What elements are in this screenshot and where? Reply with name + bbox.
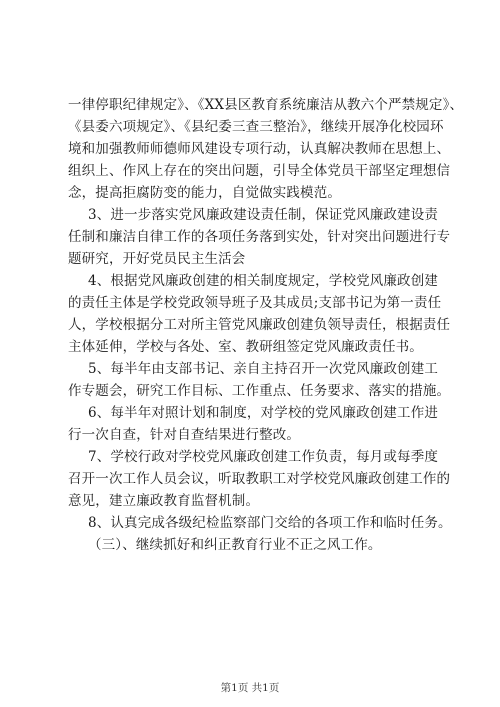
text-line: 人，学校根据分工对所主管党风廉政创建负领导责任，根据责任 [68,317,451,333]
document-body [68,94,468,556]
text-line: 的责任主体是学校党政领导班子及其成员;支部书记为第一责任 [68,295,442,311]
text-line: 主体延伸，学校与各处、室、教研组签定党风廉政责任书。 [68,339,423,355]
text-line: 8、认真完成各级纪检监察部门交给的各项工作和临时任务。 [88,515,452,531]
text-line: 6、每半年对照计划和制度，对学校的党风廉政创建工作进 [88,405,438,421]
page-footer: 第1页 共1页 [220,682,280,694]
text-line: 《县委六项规定》、《县纪委三查三整治》，继续开展净化校园环 [68,119,444,135]
text-line: 5、每半年由支部书记、亲自主持召开一次党风廉政创建工 [88,361,438,377]
text-line: 召开一次工作人员会议，听取教职工对学校党风廉政创建工作的 [68,471,451,487]
text-line: 境和加强教师师德师风建设专项行动，认真解决教师在思想上、 [68,141,451,157]
text-line: 一律停职纪律规定》、《XX县区教育系统廉洁从教六个严禁规定》、 [68,97,464,113]
text-line: 4、根据党风廉政创建的相关制度规定，学校党风廉政创建 [88,273,438,289]
text-line: 组织上、作风上存在的突出问题，引导全体党员干部坚定理想信 [68,163,451,179]
text-line: 7、学校行政对学校党风廉政创建工作负责，每月或每季度 [88,449,438,465]
text-line: 行一次自查，针对自查结果进行整改。 [68,427,301,443]
text-line: 3、进一步落实党风廉政建设责任制，保证党风廉政建设责 [88,207,438,223]
text-line: 念，提高拒腐防变的能力，自觉做实践模范。 [68,185,341,201]
text-line: 题研究，开好党员民主生活会 [68,251,246,267]
text-line: 任制和廉洁自律工作的各项任务落到实处，针对突出问题进行专 [68,229,451,245]
section-heading: （三）、继续抓好和纠正教育行业不正之风工作。 [88,537,382,553]
text-line: 意见，建立廉政教育监督机制。 [68,493,260,509]
text-line: 作专题会，研究工作目标、工作重点、任务要求、落实的措施。 [68,383,451,399]
